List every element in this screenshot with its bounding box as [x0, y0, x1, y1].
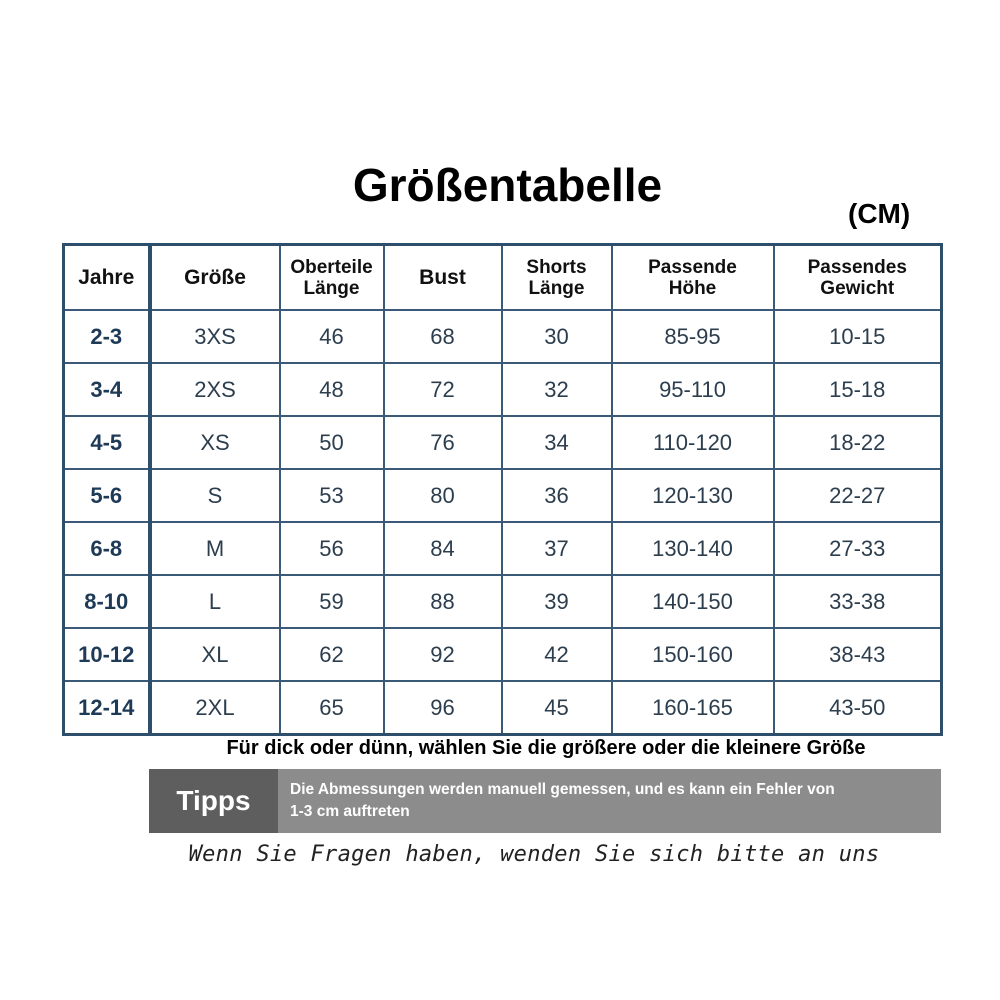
header-groesse: Größe [150, 245, 280, 311]
cell-groesse: S [150, 469, 280, 522]
header-gewicht-line1: Passendes [807, 256, 907, 278]
cell-oberteile-laenge: 50 [280, 416, 384, 469]
cell-bust: 80 [384, 469, 502, 522]
header-shorts-line2: Länge [528, 277, 585, 299]
header-bust: Bust [384, 245, 502, 311]
cell-shorts-laenge: 39 [502, 575, 612, 628]
table-row [64, 363, 942, 416]
header-hoehe-line2: Höhe [668, 277, 717, 299]
cell-groesse: 2XS [150, 363, 280, 416]
header-passende-hoehe [612, 245, 774, 311]
cell-bust: 88 [384, 575, 502, 628]
unit-label: (CM) [848, 198, 911, 229]
cell-oberteile-laenge: 56 [280, 522, 384, 575]
cell-groesse: XS [150, 416, 280, 469]
cell-passende-hoehe: 120-130 [612, 469, 774, 522]
cell-jahre: 2-3 [64, 310, 150, 363]
table-row [64, 310, 942, 363]
cell-shorts-laenge: 37 [502, 522, 612, 575]
chart-title: Größentabelle [352, 159, 663, 211]
cell-passendes-gewicht: 38-43 [774, 628, 942, 681]
cell-passendes-gewicht: 33-38 [774, 575, 942, 628]
cell-jahre: 6-8 [64, 522, 150, 575]
tips-text-line2: 1-3 cm auftreten [290, 803, 410, 820]
cell-passendes-gewicht: 22-27 [774, 469, 942, 522]
cell-passende-hoehe: 140-150 [612, 575, 774, 628]
cell-groesse: 2XL [150, 681, 280, 735]
cell-groesse: 3XS [150, 310, 280, 363]
header-shorts-line1: Shorts [526, 256, 587, 278]
cell-groesse: XL [150, 628, 280, 681]
cell-jahre: 10-12 [64, 628, 150, 681]
cell-passende-hoehe: 110-120 [612, 416, 774, 469]
tips-bar [149, 769, 941, 833]
cell-passendes-gewicht: 43-50 [774, 681, 942, 735]
cell-oberteile-laenge: 46 [280, 310, 384, 363]
cell-oberteile-laenge: 59 [280, 575, 384, 628]
tips-text-line1: Die Abmessungen werden manuell gemessen, und es kann ein Fehler von [290, 781, 835, 798]
cell-groesse: L [150, 575, 280, 628]
cell-bust: 92 [384, 628, 502, 681]
cell-shorts-laenge: 45 [502, 681, 612, 735]
table-row [64, 628, 942, 681]
tips-label: Tipps [149, 769, 278, 833]
header-oberteile-laenge [280, 245, 384, 311]
cell-bust: 72 [384, 363, 502, 416]
table-row [64, 575, 942, 628]
cell-passende-hoehe: 150-160 [612, 628, 774, 681]
cell-oberteile-laenge: 53 [280, 469, 384, 522]
cell-shorts-laenge: 32 [502, 363, 612, 416]
header-oberteile-line2: Länge [303, 277, 360, 299]
cell-shorts-laenge: 30 [502, 310, 612, 363]
header-passendes-gewicht [774, 245, 942, 311]
cell-passendes-gewicht: 15-18 [774, 363, 942, 416]
contact-footer: Wenn Sie Fragen haben, wenden Sie sich bitte an uns [188, 842, 880, 867]
header-hoehe-line1: Passende [648, 256, 737, 278]
header-oberteile-line1: Oberteile [290, 256, 373, 278]
cell-passendes-gewicht: 10-15 [774, 310, 942, 363]
table-row [64, 416, 942, 469]
cell-shorts-laenge: 36 [502, 469, 612, 522]
table-row [64, 469, 942, 522]
cell-shorts-laenge: 34 [502, 416, 612, 469]
cell-oberteile-laenge: 48 [280, 363, 384, 416]
cell-passende-hoehe: 130-140 [612, 522, 774, 575]
cell-groesse: M [150, 522, 280, 575]
cell-bust: 68 [384, 310, 502, 363]
cell-bust: 76 [384, 416, 502, 469]
cell-jahre: 4-5 [64, 416, 150, 469]
cell-jahre: 3-4 [64, 363, 150, 416]
cell-passendes-gewicht: 18-22 [774, 416, 942, 469]
cell-jahre: 5-6 [64, 469, 150, 522]
header-gewicht-line2: Gewicht [820, 277, 895, 299]
cell-oberteile-laenge: 65 [280, 681, 384, 735]
cell-passendes-gewicht: 27-33 [774, 522, 942, 575]
cell-jahre: 8-10 [64, 575, 150, 628]
header-jahre: Jahre [64, 245, 150, 311]
cell-shorts-laenge: 42 [502, 628, 612, 681]
cell-passende-hoehe: 160-165 [612, 681, 774, 735]
header-shorts-laenge [502, 245, 612, 311]
cell-passende-hoehe: 85-95 [612, 310, 774, 363]
tips-text [278, 769, 941, 833]
cell-bust: 84 [384, 522, 502, 575]
size-advice-note: Für dick oder dünn, wählen Sie die größere oder die kleinere Größe [226, 737, 866, 759]
table-row [64, 522, 942, 575]
cell-bust: 96 [384, 681, 502, 735]
size-table [62, 243, 943, 736]
cell-oberteile-laenge: 62 [280, 628, 384, 681]
cell-passende-hoehe: 95-110 [612, 363, 774, 416]
cell-jahre: 12-14 [64, 681, 150, 735]
table-row [64, 681, 942, 735]
table-header-row [64, 245, 942, 311]
